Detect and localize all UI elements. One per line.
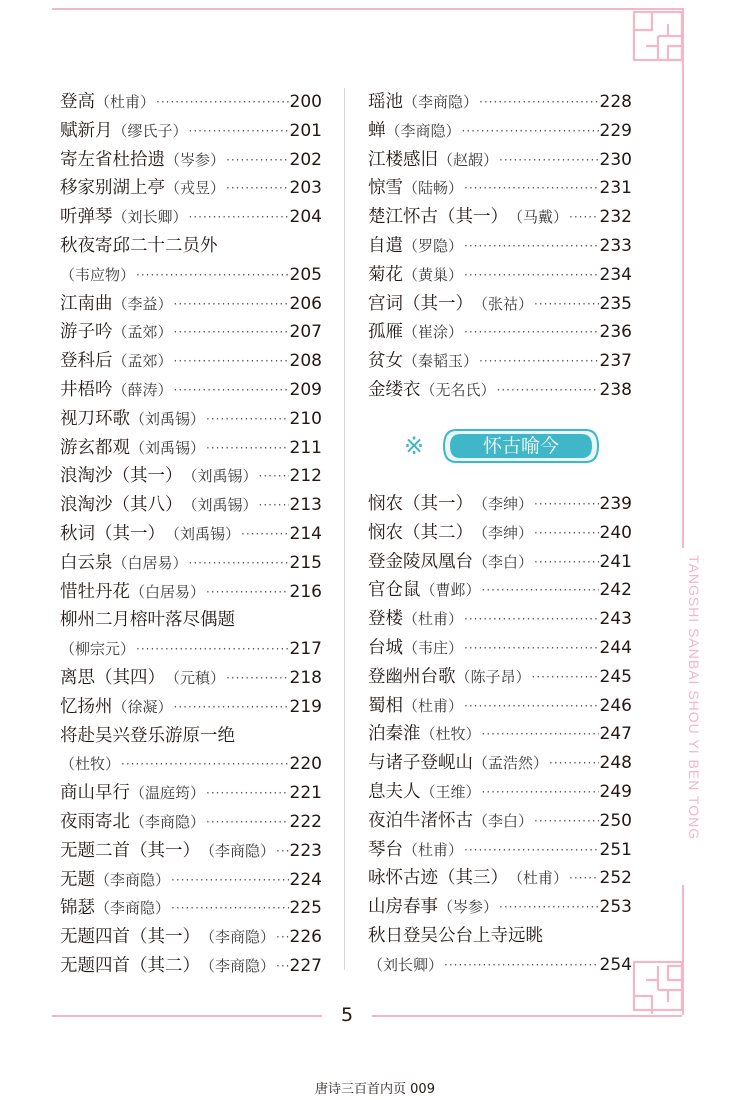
- toc-entry[interactable]: [368, 778, 632, 807]
- toc-entry[interactable]: [60, 290, 322, 319]
- entry-title: 无题: [60, 869, 95, 890]
- entry-title: 自遣: [368, 235, 403, 256]
- entry-title: 听弹琴: [60, 207, 113, 228]
- entry-author: （孟郊）: [112, 352, 173, 371]
- toc-entry[interactable]: [368, 347, 632, 376]
- toc-entry[interactable]: [60, 606, 322, 635]
- entry-title: 金缕衣: [368, 379, 421, 400]
- entry-author: （白居易）: [112, 553, 188, 572]
- toc-entry[interactable]: [60, 750, 322, 779]
- section-marker: ※: [404, 432, 425, 460]
- leader-dots: [226, 146, 289, 175]
- toc-entry[interactable]: [60, 117, 322, 146]
- entry-page: 253: [599, 897, 632, 918]
- entry-page: 202: [289, 149, 322, 170]
- toc-right-column-top: [368, 88, 632, 405]
- entry-title: 井梧吟: [60, 379, 113, 400]
- entry-title: 楚江怀古（其一）: [368, 207, 508, 228]
- toc-entry[interactable]: [368, 174, 632, 203]
- entry-author: （李白）: [473, 552, 534, 571]
- entry-page: 206: [289, 293, 322, 314]
- toc-entry[interactable]: [60, 318, 322, 347]
- corner-ornament-top-right: [628, 6, 692, 70]
- entry-title: 琴台: [368, 839, 403, 860]
- toc-entry[interactable]: [60, 664, 322, 693]
- top-border-line: [52, 8, 682, 10]
- entry-author: （杜牧）: [420, 725, 481, 744]
- entry-title: 登科后: [60, 351, 113, 372]
- leader-dots: [464, 174, 599, 203]
- leader-dots: [136, 635, 289, 664]
- toc-entry[interactable]: [60, 203, 322, 232]
- entry-page: 214: [289, 523, 322, 544]
- entry-page: 205: [289, 264, 322, 285]
- entry-page: 237: [599, 351, 632, 372]
- leader-dots: [259, 491, 289, 520]
- entry-title: 息夫人: [368, 781, 421, 802]
- entry-page: 228: [599, 92, 632, 112]
- entry-title: 悯农（其二）: [368, 522, 473, 543]
- entry-page: 204: [289, 207, 322, 228]
- entry-title: 无题二首（其一）: [60, 840, 200, 861]
- toc-entry[interactable]: [368, 548, 632, 577]
- entry-page: 230: [599, 149, 632, 170]
- leader-dots: [189, 203, 289, 232]
- entry-title: 浪淘沙（其八）: [60, 495, 183, 516]
- toc-entry[interactable]: [60, 837, 322, 866]
- toc-entry[interactable]: [368, 376, 632, 405]
- section-title: 怀古喻今: [482, 435, 559, 457]
- entry-author: （杜甫）: [403, 610, 464, 629]
- entry-page: 213: [289, 495, 322, 516]
- entry-title: 秋词（其一）: [60, 523, 165, 544]
- entry-page: 236: [599, 322, 632, 343]
- leader-dots: [464, 634, 599, 663]
- leader-dots: [276, 837, 289, 866]
- entry-author: （韦庄）: [403, 638, 464, 657]
- toc-entry[interactable]: [368, 88, 632, 117]
- toc-entry[interactable]: [60, 693, 322, 722]
- entry-author: （陈子昂）: [455, 667, 531, 686]
- entry-author: （罗隐）: [403, 236, 464, 255]
- entry-title: 移家别湖上亭: [60, 178, 165, 199]
- leader-dots: [497, 376, 599, 405]
- entry-page: 243: [599, 609, 632, 630]
- entry-author: （无名氏）: [420, 380, 496, 399]
- entry-title: 登高: [60, 92, 95, 112]
- leader-dots: [569, 203, 599, 232]
- leader-dots: [206, 779, 289, 808]
- toc-entry[interactable]: [368, 605, 632, 634]
- leader-dots: [534, 519, 599, 548]
- toc-entry[interactable]: [368, 232, 632, 261]
- toc-entry[interactable]: [60, 808, 322, 837]
- leader-dots: [479, 88, 599, 117]
- leader-dots: [206, 578, 289, 607]
- leader-dots: [534, 548, 599, 577]
- toc-entry[interactable]: [60, 722, 322, 751]
- entry-page: 231: [599, 178, 632, 199]
- toc-entry[interactable]: [368, 749, 632, 778]
- leader-dots: [226, 174, 289, 203]
- entry-page: 235: [599, 293, 632, 314]
- leader-dots: [276, 923, 289, 952]
- entry-author: （崔涂）: [403, 323, 464, 342]
- toc-entry[interactable]: [368, 203, 632, 232]
- entry-author: （孟郊）: [112, 323, 173, 342]
- entry-title: 惊雪: [368, 178, 403, 199]
- toc-entry[interactable]: [60, 434, 322, 463]
- entry-author: （李绅）: [473, 523, 534, 542]
- toc-entry[interactable]: [60, 261, 322, 290]
- entry-author: （杜甫）: [508, 869, 569, 888]
- entry-title: 悯农（其一）: [368, 494, 473, 514]
- leader-dots: [156, 88, 289, 117]
- toc-entry[interactable]: [60, 88, 322, 117]
- bottom-border-line-left: [52, 1015, 322, 1017]
- leader-dots: [226, 664, 289, 693]
- entry-author: （李益）: [112, 294, 173, 313]
- entry-title: 泊秦淮: [368, 724, 421, 745]
- entry-page: 227: [289, 955, 322, 976]
- toc-entry[interactable]: [60, 405, 322, 434]
- toc-entry[interactable]: [60, 232, 322, 261]
- entry-title: 离思（其四）: [60, 667, 165, 688]
- entry-page: 216: [289, 581, 322, 602]
- entry-title: 寄左省杜拾遗: [60, 149, 165, 170]
- section-heading: [404, 428, 604, 464]
- leader-dots: [479, 347, 599, 376]
- entry-title: 赋新月: [60, 120, 113, 141]
- entry-title: 秋夜寄邱二十二员外: [60, 235, 218, 256]
- toc-entry[interactable]: [60, 376, 322, 405]
- toc-entry[interactable]: [368, 807, 632, 836]
- toc-entry[interactable]: [368, 318, 632, 347]
- leader-dots: [174, 290, 289, 319]
- entry-title: 与诸子登岘山: [368, 753, 473, 774]
- entry-author: （李白）: [473, 811, 534, 830]
- entry-author: （赵嘏）: [438, 150, 499, 169]
- leader-dots: [482, 720, 599, 749]
- entry-page: 226: [289, 927, 322, 948]
- leader-dots: [276, 952, 289, 981]
- leader-dots: [464, 692, 599, 721]
- toc-entry[interactable]: [60, 491, 322, 520]
- toc-entry[interactable]: [60, 952, 322, 981]
- toc-entry[interactable]: [368, 951, 632, 980]
- toc-entry[interactable]: [368, 490, 632, 519]
- leader-dots: [444, 951, 599, 980]
- entry-page: 241: [599, 551, 632, 572]
- entry-page: 234: [599, 264, 632, 285]
- leader-dots: [534, 490, 599, 519]
- entry-title: 蜀相: [368, 695, 403, 716]
- leader-dots: [499, 146, 599, 175]
- entry-author: （杜甫）: [403, 696, 464, 715]
- entry-page: 242: [599, 580, 632, 601]
- entry-title: 登金陵凤凰台: [368, 551, 473, 572]
- entry-author: （李商隐）: [200, 928, 276, 947]
- leader-dots: [464, 318, 599, 347]
- entry-page: 240: [599, 522, 632, 543]
- entry-page: 254: [599, 954, 632, 975]
- entry-page: 212: [289, 466, 322, 487]
- toc-entry[interactable]: [60, 549, 322, 578]
- entry-page: 233: [599, 235, 632, 256]
- entry-page: 217: [289, 639, 322, 660]
- leader-dots: [464, 232, 599, 261]
- entry-author: （刘禹锡）: [165, 524, 241, 543]
- entry-author: （王维）: [420, 782, 481, 801]
- entry-page: 252: [599, 868, 632, 889]
- entry-page: 200: [289, 92, 322, 112]
- entry-author: （黄巢）: [403, 265, 464, 284]
- entry-author: （戎昱）: [165, 179, 226, 198]
- entry-page: 223: [289, 840, 322, 861]
- toc-entry[interactable]: [60, 923, 322, 952]
- entry-page: 209: [289, 379, 322, 400]
- entry-title: 夜泊牛渚怀古: [368, 810, 473, 831]
- entry-author: （陆畅）: [403, 179, 464, 198]
- entry-page: 248: [599, 753, 632, 774]
- leader-dots: [464, 261, 599, 290]
- entry-page: 221: [289, 783, 322, 804]
- entry-author: （温庭筠）: [130, 784, 206, 803]
- leader-dots: [189, 549, 289, 578]
- leader-dots: [532, 663, 599, 692]
- entry-page: 211: [289, 437, 322, 458]
- entry-author: （刘禹锡）: [130, 438, 206, 457]
- leader-dots: [534, 807, 599, 836]
- leader-dots: [174, 318, 289, 347]
- entry-author: （元稹）: [165, 668, 226, 687]
- toc-entry[interactable]: [368, 720, 632, 749]
- entry-page: 251: [599, 839, 632, 860]
- entry-author: （白居易）: [130, 582, 206, 601]
- entry-author: （缪氏子）: [112, 121, 188, 140]
- vertical-series-title: TANGSHI SANBAI SHOU YI BEN TONG: [686, 555, 702, 841]
- toc-entry[interactable]: [60, 174, 322, 203]
- toc-entry[interactable]: [368, 519, 632, 548]
- entry-title: 将赴吴兴登乐游原一绝: [60, 725, 235, 746]
- entry-title: 登幽州台歌: [368, 666, 456, 687]
- toc-entry[interactable]: [60, 866, 322, 895]
- entry-author: （韦应物）: [60, 265, 136, 284]
- entry-page: 210: [289, 408, 322, 429]
- leader-dots: [549, 749, 599, 778]
- entry-author: （李商隐）: [95, 870, 171, 889]
- entry-title: 游玄都观: [60, 437, 130, 458]
- entry-page: 222: [289, 811, 322, 832]
- toc-entry[interactable]: [368, 117, 632, 146]
- entry-author: （李商隐）: [403, 93, 479, 111]
- entry-page: 201: [289, 120, 322, 141]
- entry-author: （刘长卿）: [112, 208, 188, 227]
- entry-author: （柳宗元）: [60, 640, 136, 659]
- entry-author: （李绅）: [473, 495, 534, 513]
- entry-author: （刘禹锡）: [182, 467, 258, 486]
- entry-page: 218: [289, 667, 322, 688]
- leader-dots: [206, 434, 289, 463]
- toc-entry[interactable]: [368, 864, 632, 893]
- leader-dots: [241, 520, 289, 549]
- entry-author: （李商隐）: [95, 899, 171, 918]
- toc-entry[interactable]: [60, 779, 322, 808]
- leader-dots: [206, 405, 289, 434]
- entry-page: 225: [289, 898, 322, 919]
- entry-title: 孤雁: [368, 322, 403, 343]
- leader-dots: [171, 894, 289, 923]
- toc-entry[interactable]: [60, 462, 322, 491]
- entry-author: （岑参）: [438, 898, 499, 917]
- leader-dots: [259, 462, 289, 491]
- footer-label: 唐诗三百首内页 009: [315, 1082, 435, 1097]
- entry-title: 瑶池: [368, 92, 403, 112]
- entry-page: 238: [599, 379, 632, 400]
- entry-author: （孟浩然）: [473, 754, 549, 773]
- page-number: 5: [340, 1004, 354, 1026]
- entry-page: 215: [289, 552, 322, 573]
- entry-title: 蝉: [368, 120, 386, 141]
- leader-dots: [171, 866, 289, 895]
- entry-title: 官仓鼠: [368, 580, 421, 601]
- entry-title: 登楼: [368, 609, 403, 630]
- entry-author: （张祜）: [473, 294, 534, 313]
- toc-entry[interactable]: [60, 894, 322, 923]
- leader-dots: [174, 693, 289, 722]
- entry-author: （马戴）: [508, 208, 569, 227]
- toc-entry[interactable]: [60, 347, 322, 376]
- entry-title: 忆扬州: [60, 696, 113, 717]
- entry-author: （曹邺）: [420, 581, 481, 600]
- entry-title: 贫女: [368, 351, 403, 372]
- leader-dots: [462, 117, 599, 146]
- leader-dots: [174, 347, 289, 376]
- toc-entry[interactable]: [60, 146, 322, 175]
- entry-title: 白云泉: [60, 552, 113, 573]
- toc-entry[interactable]: [368, 576, 632, 605]
- entry-title: 台城: [368, 637, 403, 658]
- toc-entry[interactable]: [368, 634, 632, 663]
- entry-page: 208: [289, 351, 322, 372]
- toc-entry[interactable]: [368, 922, 632, 951]
- entry-author: （杜甫）: [95, 93, 156, 111]
- entry-author: （杜甫）: [403, 840, 464, 859]
- entry-page: 232: [599, 207, 632, 228]
- entry-page: 249: [599, 781, 632, 802]
- toc-entry[interactable]: [368, 290, 632, 319]
- toc-entry[interactable]: [368, 261, 632, 290]
- entry-page: 247: [599, 724, 632, 745]
- entry-title: 江南曲: [60, 293, 113, 314]
- toc-entry[interactable]: [368, 836, 632, 865]
- entry-page: 207: [289, 322, 322, 343]
- entry-title: 游子吟: [60, 322, 113, 343]
- leader-dots: [136, 261, 289, 290]
- toc-entry[interactable]: [368, 893, 632, 922]
- entry-page: 224: [289, 869, 322, 890]
- entry-title: 无题四首（其二）: [60, 955, 200, 976]
- entry-title: 惜牡丹花: [60, 581, 130, 602]
- entry-author: （李商隐）: [385, 121, 461, 140]
- entry-title: 宫词（其一）: [368, 293, 473, 314]
- right-border-line-top: [682, 8, 684, 548]
- toc-left-column: [60, 88, 322, 981]
- entry-title: 秋日登吴公台上寺远眺: [368, 925, 543, 946]
- corner-ornament-bottom-right: [628, 956, 692, 1020]
- entry-author: （秦韬玉）: [403, 352, 479, 371]
- entry-page: 250: [599, 810, 632, 831]
- entry-author: （李商隐）: [200, 956, 276, 975]
- entry-author: （刘禹锡）: [130, 409, 206, 428]
- leader-dots: [206, 808, 289, 837]
- leader-dots: [534, 290, 599, 319]
- entry-page: 244: [599, 637, 632, 658]
- entry-author: （岑参）: [165, 150, 226, 169]
- leader-dots: [569, 864, 599, 893]
- toc-entry[interactable]: [368, 692, 632, 721]
- column-divider: [344, 88, 345, 970]
- entry-title: 夜雨寄北: [60, 811, 130, 832]
- toc-entry[interactable]: [368, 663, 632, 692]
- entry-author: （刘禹锡）: [182, 496, 258, 515]
- toc-entry[interactable]: [60, 520, 322, 549]
- entry-page: 219: [289, 696, 322, 717]
- entry-author: （杜牧）: [60, 755, 121, 774]
- entry-title: 浪淘沙（其一）: [60, 466, 183, 487]
- entry-title: 视刀环歌: [60, 408, 130, 429]
- entry-title: 菊花: [368, 264, 403, 285]
- entry-title: 咏怀古迹（其三）: [368, 868, 508, 889]
- toc-entry[interactable]: [60, 635, 322, 664]
- entry-author: （李商隐）: [200, 841, 276, 860]
- entry-author: （李商隐）: [130, 812, 206, 831]
- entry-page: 246: [599, 695, 632, 716]
- leader-dots: [499, 893, 599, 922]
- entry-title: 商山早行: [60, 783, 130, 804]
- entry-author: （徐凝）: [112, 697, 173, 716]
- leader-dots: [482, 778, 599, 807]
- entry-page: 229: [599, 120, 632, 141]
- leader-dots: [464, 605, 599, 634]
- toc-entry[interactable]: [368, 146, 632, 175]
- toc-right-column-bottom: [368, 490, 632, 980]
- entry-title: 锦瑟: [60, 898, 95, 919]
- entry-author: （薛涛）: [112, 380, 173, 399]
- entry-page: 203: [289, 178, 322, 199]
- leader-dots: [121, 750, 289, 779]
- entry-title: 山房春事: [368, 897, 438, 918]
- leader-dots: [174, 376, 289, 405]
- leader-dots: [464, 836, 599, 865]
- leader-dots: [482, 576, 599, 605]
- entry-title: 柳州二月榕叶落尽偶题: [60, 610, 235, 631]
- entry-title: 江楼感旧: [368, 149, 438, 170]
- entry-page: 245: [599, 666, 632, 687]
- entry-title: 无题四首（其一）: [60, 927, 200, 948]
- toc-entry[interactable]: [60, 578, 322, 607]
- leader-dots: [189, 117, 289, 146]
- entry-page: 239: [599, 494, 632, 514]
- entry-page: 220: [289, 754, 322, 775]
- entry-author: （刘长卿）: [368, 955, 444, 974]
